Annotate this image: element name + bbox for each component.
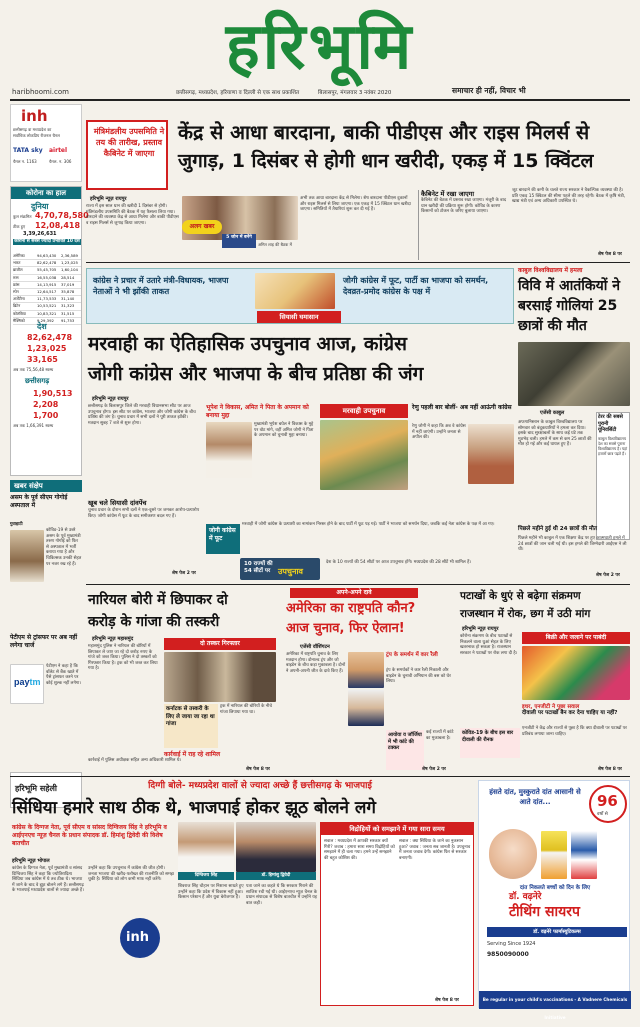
india-active: अब तक 75,56,48 स्वस्थ: [13, 367, 54, 372]
coconut-photo-label: दो तस्कर गिरफ्तार: [164, 638, 276, 650]
table-row: भारत 82,62,478 1,23,025: [13, 260, 81, 267]
coconut-continued[interactable]: शेष पेज 8 पर: [246, 767, 270, 772]
election-strip-image: [255, 273, 335, 309]
india-deaths: 33,165: [27, 355, 58, 364]
us-headline-1: अमेरिका का राष्ट्रपति कौन?: [286, 601, 416, 616]
brief2-title: पेटीएम से ट्रांसफर पर अब नहीं लगेगा चार्ज: [10, 634, 78, 649]
brief1-photo: [10, 530, 44, 582]
scindia-headline: सिंधिया हमारे साथ ठीक थे, भाजपाई होकर झूठ बोलने लगे: [12, 798, 376, 818]
inh-channel-2: चैनल. न. 306: [49, 159, 72, 164]
lead-byline: हरिभूमि न्यूज़ रायपुर: [90, 196, 127, 202]
ad-bottle: [541, 831, 567, 879]
world-recovered-label: ठीक हुए: [13, 224, 26, 229]
stats-mid: 54 सीटों पर: [244, 568, 271, 574]
scindia-box: [320, 822, 474, 1006]
election-continued[interactable]: शेष पेज 2 पर: [172, 571, 196, 576]
us-sub: ट्रंप के समर्थन में कार रैली: [386, 652, 438, 658]
lead-photo-label: अलग खबर: [182, 220, 222, 234]
us-dateline: एजेंसी वॉशिंगटन: [300, 644, 330, 650]
election-body-1: छत्तीसगढ़ के बिलासपुर जिले की मरवाही विधानसभा सीट पर आज उपचुनाव होगा। इस सीट पर कांग्रेस, भाजपा और जोगी कांग्रेस के बीच प्रतिष्ठा की जंग है। चुनाव प्रचार में सभी दलों ने पूरी ताकत झोंकी। मतदान सुबह 7 बजे से शुरू होगा।: [88, 404, 196, 426]
kabul-sub: पिछले महीने हुई थी 24 छात्रों की मौत: [518, 526, 597, 532]
us-headline-2: आज चुनाव, फिर ऐलान!: [286, 621, 405, 636]
us-photo-trump: [348, 652, 384, 688]
election-body-4: रेणु जोगी ने कहा कि अब वे कांग्रेस में नहीं जाएंगी। उन्होंने जनता से अपील की।: [412, 424, 466, 441]
kabul-side-body: काबुल विश्वविद्यालय देश का सबसे पुराना विश्वविद्यालय है। यहां हजारों छात्र पढ़ते हैं।: [598, 435, 628, 456]
cg-recovered: 2,208: [33, 400, 59, 409]
election-label: मरवाही उपचुनाव: [320, 404, 408, 418]
crackers-headline-1: पटाखों के धुएं से बढ़ेगा संक्रमण: [460, 590, 581, 602]
lead-badge: 5 जोन में बनेंगे: [222, 234, 256, 248]
india-title: देश: [37, 322, 47, 331]
crackers-photo: [522, 646, 630, 700]
teething-ad[interactable]: [478, 780, 630, 1020]
coconut-body-2: ट्रक में नारियल की बोरियों के नीचे गांजा छिपाया गया था।: [220, 704, 272, 715]
stats-box: [240, 558, 320, 580]
us-kicker: अपने-अपने दावे: [290, 588, 418, 598]
world-deaths: 3,39,26,631: [23, 231, 57, 237]
crackers-sub: इधर, एनजीटी ने पूछा सवाल: [522, 704, 580, 710]
world-title: दुनिया: [31, 202, 49, 211]
ad-maker: डॉ. वढ़नेरे फार्मास्युटिकल्स: [487, 927, 627, 937]
scindia-intro: कांग्रेस के दिग्गज नेता, पूर्व सीएम व सांसद दिग्विजय सिंह ने हरिभूमि व आईएनएच न्यूज़ चैनल के प्रधान संपादक डॉ. हिमांशु द्विवेदी की विशेष बातचीत: [12, 824, 167, 847]
ad-phone[interactable]: 9850090000: [487, 951, 529, 958]
cg-infected: 1,90,513: [33, 389, 73, 398]
ad-badge-sub: वर्षों से: [597, 812, 608, 817]
kabul-body-2: पिछले महीने भी काबुल में एक शिक्षण केंद्र पर हुए आत्मघाती हमले में 24 छात्रों की जान चली गई थी। इस हमले की जिम्मेदारी आईएस ने ली थी।: [518, 536, 627, 553]
world-recovered: 12,08,418: [35, 221, 81, 230]
inh-line2: सर्वाधिक लोकप्रिय रीजनल चैनल: [13, 133, 60, 138]
election-strip-center: सियासी घमासान: [257, 311, 341, 323]
table-row: स्पेन 12,64,517 35,878: [13, 289, 81, 296]
coconut-body-1: महासमुंद पुलिस ने नारियल की बोरियों में छिपाकर ले जाए जा रहे दो करोड़ रुपए के गांजे को जब्त किया। पुलिस ने दो तस्करों को गिरफ्तार किया है। ट्रक को भी जब्त कर लिया गया है।: [88, 644, 158, 672]
scindia-byline: हरिभूमि न्यूज़ भोपाल: [12, 858, 50, 864]
us-photo-biden: [348, 690, 384, 726]
paytm-logo: paytm: [10, 664, 44, 704]
coconut-headline-2: करोड़ के गांजा की तस्करी: [88, 614, 220, 630]
lead-kicker-box: [86, 120, 168, 190]
election-strip: [86, 268, 514, 324]
crackers-body-2: एनजीटी ने केंद्र और राज्यों से पूछा है कि क्या दीवाली पर पटाखों पर प्रतिबंध लगाया जाना चाहिए।: [522, 726, 627, 737]
table-row: ब्राजील 55,45,705 1,60,104: [13, 267, 81, 274]
world-infected: 4,70,78,580: [35, 211, 89, 220]
renu-photo: [468, 424, 514, 484]
logo: हरिभूमि: [225, 10, 415, 84]
ad-product: टीथिंग सायरप: [509, 904, 580, 920]
table-row: रूस 16,55,038 28,514: [13, 275, 81, 282]
brief2-body: पेटीएम ने कहा है कि वॉलेट से बैंक खाते में पैसे ट्रांसफर करने पर कोई शुल्क नहीं लगेगा।: [46, 664, 82, 686]
coconut-box: कर्नाटक से तस्करी के लिए ले जाया जा रहा था गांजा: [164, 704, 218, 748]
table-row: कोलंबिया 10,83,321 31,515: [13, 311, 81, 318]
masthead: [0, 0, 640, 96]
brief1-title: असम के पूर्व सीएम गोगोई अस्पताल में: [10, 494, 68, 509]
lead-sidebar-body: कैबिनेट की बैठक में प्रस्ताव रखा जाएगा। मंजूरी के बाद धान खरीदी की प्रक्रिया शुरू होगी। कोविड के कारण किसानों को टोकन के जरिए बुलाया जाएगा।: [421, 198, 507, 215]
scindia-body-2: उन्होंने कहा कि उपचुनाव में कांग्रेस की जीत होगी। जनता भाजपा की खरीद-फरोख्त की राजनीति को समझ चुकी है। सिंधिया को लोग कभी माफ नहीं करेंगे।: [88, 866, 174, 883]
election-strip-right: जोगी कांग्रेस में फूट, पार्टी का भाजपा को समर्थन, देवव्रत-प्रमोद कांग्रेस के पक्ष में: [343, 276, 489, 296]
inh-ad[interactable]: [10, 104, 82, 182]
digvijay-photo: [178, 822, 234, 872]
table-row: फ्रांस 14,13,915 37,019: [13, 282, 81, 289]
scindia-body-3: शिवराज सिंह चौहान पर निशाना साधते हुए उन्होंने कहा कि प्रदेश में विकास नहीं हुआ। किसान परेशान हैं और युवा बेरोजगार हैं।: [178, 884, 244, 901]
ad-badge: [589, 785, 627, 823]
ad-brand: डॉ. वढ़नेरे: [509, 892, 542, 902]
jogi-box: जोगी कांग्रेस में फूट: [206, 524, 240, 554]
election-strip-left: कांग्रेस ने प्रचार में उतारे मंत्री-विधायक, भाजपा नेताओं ने भी झोंकी ताकत: [93, 276, 229, 296]
news-brief-header: खबर संक्षेप: [10, 480, 82, 492]
ad-mid: दांत निकलते बच्चों को दिन के लिए: [519, 885, 591, 891]
coconut-photo: [164, 652, 276, 702]
coconut-body-3: कार्रवाई में पुलिस अधीक्षक सहित अन्य अधिकारी शामिल थे।: [88, 758, 182, 763]
crackers-photo-label: बिक्री और जलाने पर पाबंदी: [522, 632, 630, 644]
kabul-continued[interactable]: शेष पेज 2 पर: [596, 573, 620, 578]
lead-body-1: राज्य में इस साल धान की खरीदी 1 दिसंबर से होगी। मंत्रिमंडलीय उपसमिति की बैठक में यह फैसला लिया गया। बारदाने की व्यवस्था केंद्र से आधा मिलेगा और बाकी पीडीएस व राइस मिलर्स से जुगाड़ किया जाएगा।: [86, 204, 179, 226]
cg-title: छत्तीसगढ़: [25, 377, 50, 385]
ad-footer: Be regular in your child's vaccinations - A Vadnere Chemicals Initiative: [479, 991, 631, 1009]
brief1-place: गुवाहाटी: [10, 522, 23, 527]
masthead-rule: [10, 99, 630, 101]
kabul-side-title: टेरर की सबसे पुरानी यूनिवर्सिटी: [598, 414, 623, 433]
kabul-dateline: एजेंसी काबुल: [540, 410, 565, 416]
election-headline-1: मरवाही का ऐतिहासिक उपचुनाव आज, कांग्रेस: [88, 333, 407, 355]
scindia-body-1: कांग्रेस के दिग्गज नेता, पूर्व मुख्यमंत्री व सांसद दिग्विजय सिंह ने कहा कि ज्योतिरादित्य सिंधिया जब कांग्रेस में थे तब ठीक थे। भाजपा में जाने के बाद वे झूठ बोलने लगे हैं। छत्तीसगढ़ के भाजपाई मध्यप्रदेश वालों से ज्यादा अच्छे हैं।: [12, 866, 84, 894]
himanshu-photo: [236, 822, 316, 872]
kabul-photo: [518, 342, 630, 406]
election-sub1: भूपेश ने विकास, अमित ने पिता के अपमान को बनाया मुद्दा: [206, 404, 309, 419]
corona-title: कोरोना का हाल: [11, 187, 81, 199]
scindia-body-4: पता जाने का कहते थे कि सरकार गिराने की साजिश रची गई थी। आईएनएच न्यूज़ चैनल के प्रधान संपादक से विशेष बातचीत में उन्होंने यह बात कही।: [246, 884, 318, 906]
us-body-2: ट्रंप के समर्थकों ने कार रैली निकाली और बाइडेन के चुनावी अभियान की बस को घेर लिया।: [386, 668, 451, 685]
inh-line1: छत्तीसगढ़ वा मध्यप्रदेश का: [13, 127, 52, 132]
ad-tag: Serving Since 1924: [487, 941, 536, 947]
lead-sidebar: [418, 190, 508, 260]
scindia-continued[interactable]: शेष पेज 8 पर: [435, 998, 459, 1003]
kabul-side-box: [596, 412, 630, 540]
marwahi-photo: [320, 420, 408, 490]
india-recovered: 1,23,025: [27, 344, 67, 353]
world-infected-label: कुल संक्रमित: [13, 214, 32, 219]
stats-top: 10 राज्यों की: [244, 561, 273, 567]
dateline: बिलासपुर, मंगलवार 3 नवंबर 2020: [318, 90, 392, 96]
lead-photo-caption: अमित शाह की बैठक में: [258, 242, 292, 247]
stats-big: उपचुनाव: [278, 567, 303, 576]
lead-body-2: अभी तक आधा बारदाना केंद्र से मिलेगा। शेष बारदाना पीडीएस दुकानों और राइस मिलर्स से लिया जाएगा। एक एकड़ में 15 क्विंटल धान खरीदा जाएगा। समितियों में तैयारियां शुरू कर दी गई हैं।: [300, 196, 411, 213]
election-body-3: मुख्यमंत्री भूपेश बघेल ने विकास के मुद्दे पर वोट मांगे, वहीं अमित जोगी ने पिता के अपमान को चुनावी मुद्दा बनाया।: [254, 422, 314, 439]
india-infected: 82,62,478: [27, 333, 73, 342]
bhupesh-photo: [206, 422, 252, 478]
table-row: ब्रिटेन 10,53,521 31,323: [13, 303, 81, 310]
lead-headline-1: केंद्र से आधा बारदाना, बाकी पीडीएस और राइस मिलर्स से: [178, 121, 590, 144]
crackers-sub2: दीवाली पर पटाखों बैन कर देना चाहिए या नहीं?: [522, 710, 618, 716]
corona-box: [10, 186, 89, 476]
coconut-sub: कार्रवाई में राह रहे शामिल: [164, 751, 221, 758]
rule-2: [86, 584, 630, 585]
scindia-kicker: दिग्गी बोले- मध्यप्रदेश वालों से ज्यादा अच्छे हैं छत्तीसगढ़ के भाजपाई: [148, 781, 372, 791]
kabul-body-1: अफगानिस्तान के काबुल विश्वविद्यालय पर सोमवार को बंदूकधारियों ने हमला कर दिया। इसके बाद सुरक्षाबलों के साथ कई घंटे तक मुठभेड़ चली। हमले में कम से कम 25 छात्रों की मौत हो गई और कई घायल हुए हैं।: [518, 420, 592, 448]
cg-active: अब तक 1,66,391 स्वस्थ: [13, 423, 54, 428]
rule-1: [86, 262, 630, 263]
ad-baby-photo: [489, 829, 537, 879]
rule-3: [10, 776, 630, 777]
table-row: मैक्सिको 9,29,392 91,753: [13, 318, 81, 325]
inh-channel-1: चैनल न. 1163: [13, 159, 37, 164]
crackers-byline: हरिभूमि न्यूज़ रायपुर: [462, 626, 499, 632]
lead-headline-2: जुगाड़, 1 दिसंबर से होगी धान खरीदी, एकड़ में 15 क्विंटल: [178, 150, 594, 172]
election-sub2: रेणु पहली बार बोलीं- अब नहीं आऊंगी कांग्रेस: [412, 404, 512, 411]
airtel-logo: airtel: [49, 147, 68, 154]
election-sub3: खूब चले सियासी दांवपेंच: [88, 499, 147, 507]
country-title: कोरोना से सबसे ज्यादा प्रभावित 10 देश: [14, 239, 80, 244]
site-url[interactable]: haribhoomi.com: [12, 88, 69, 96]
tagline: समाचार ही नहीं, विचार भी: [452, 86, 526, 95]
election-body-6: देश के 10 राज्यों की 54 सीटों पर आज उपचुनाव होंगे। मध्यप्रदेश की 28 सीटें भी शामिल हैं।: [326, 560, 471, 565]
kabul-kicker: काबुल विश्वविद्यालय में हमला: [518, 267, 583, 274]
lead-sidebar-title: कैबिनेट में रखा जाएगा: [421, 190, 475, 198]
kabul-headline: विवि में आतंकियों ने बरसाई गोलियां 25 छात्रों की मौत: [518, 278, 620, 334]
inh-logo: inh: [21, 107, 48, 125]
lead-body-3: जूट बारदाने की कमी के चलते राज्य सरकार ने वैकल्पिक व्यवस्था की है। प्रति एकड़ 15 क्विंटल की सीमा पहले की तरह रहेगी। बैठक में कृषि मंत्री, खाद्य मंत्री एवं अन्य अधिकारी उपस्थित थे।: [512, 188, 626, 205]
saheli-text: हरिभूमि सहेली: [15, 784, 58, 793]
tatasky-logo: TATA sky: [13, 147, 43, 154]
crackers-body-1: कोरोना संक्रमण के बीच पटाखों से निकलने वाला धुआं सेहत के लिए खतरनाक हो सकता है। राजस्थान सरकार ने पटाखों पर रोक लगा दी है।: [460, 634, 518, 656]
scindia-box-title: विद्रोहियों को समझाने में गया सारा समय: [321, 823, 473, 835]
digvijay-caption: दिग्विजय सिंह: [178, 872, 234, 880]
coconut-headline-1: नारियल बोरी में छिपाकर दो: [88, 592, 228, 608]
us-continued[interactable]: शेष पेज 2 पर: [422, 767, 446, 772]
election-body-5: मरवाही में जोगी कांग्रेस के प्रत्याशी का नामांकन निरस्त होने के बाद पार्टी में फूट पड़ गई। पार्टी ने भाजपा को समर्थन दिया, जबकि कई नेता कांग्रेस के पक्ष में आ गए।: [242, 522, 495, 527]
table-row: अमेरिका 94,63,430 2,36,589: [13, 253, 81, 260]
scindia-box-q1: सवाल : मध्यप्रदेश में आपकी सरकार क्यों गिरी? जवाब : हमारा सारा समय विद्रोहियों को समझाने में ही चला गया। हमने उन्हें समझाने की बहुत कोशिश की।: [324, 839, 395, 861]
ad-top: हंसते दांत, मुस्कुराते दांत आसानी से आते दांत...: [489, 788, 581, 806]
election-body-2: चुनाव प्रचार के दौरान सभी दलों ने एक-दूसरे पर जमकर आरोप-प्रत्यारोप किए। जोगी कांग्रेस में फूट के बाद समीकरण बदल गए हैं।: [88, 508, 200, 519]
us-box: आयोवा व जॉर्जिया में भी कांटे की टक्कर: [386, 730, 424, 770]
scindia-box-q2: सवाल : क्या सिंधिया के जाने का नुकसान हुआ? जवाब : जनता सब जानती है। उपचुनाव में जनता जवाब देगी। कांग्रेस फिर से सरकार बनाएगी।: [399, 839, 471, 861]
lead-kicker: मंत्रिमंडलीय उपसमिति ने तय की तारीख, प्रस्ताव कैबिनेट में जाएगा: [93, 127, 165, 158]
us-body-1: अमेरिका में राष्ट्रपति चुनाव के लिए मतदान होगा। डोनाल्ड ट्रंप और जो बाइडेन के बीच कड़ा मुकाबला है। दोनों ने अपनी-अपनी जीत के दावे किए हैं।: [286, 652, 346, 674]
crackers-continued[interactable]: शेष पेज 8 पर: [598, 767, 622, 772]
election-headline-2: जोगी कांग्रेस और भाजपा के बीच प्रतिष्ठा की जंग: [88, 363, 424, 385]
inh-badge-text: inh: [126, 930, 149, 945]
inh-badge[interactable]: [120, 918, 160, 958]
crackers-headline-2: राजस्थान में रोक, छग में उठी मांग: [460, 608, 591, 620]
himanshu-caption: डॉ. हिमांशु द्विवेदी: [236, 872, 316, 880]
table-row: अर्जेंटीना 11,73,533 31,140: [13, 296, 81, 303]
country-table: [13, 253, 81, 325]
lead-continued[interactable]: शेष पेज 8 पर: [598, 252, 622, 257]
brief1-body: कोविड-19 से उबरे असम के पूर्व मुख्यमंत्री तरुण गोगोई को फिर से अस्पताल में भर्ती कराया गया है और चिकित्सक उनकी सेहत पर नजर रख रहे हैं।: [46, 528, 82, 567]
crackers-box: कोविड-19 के बीच इस बार दीवाली की रौनक: [460, 728, 520, 758]
cg-deaths: 1,700: [33, 411, 59, 420]
ad-box: [571, 831, 597, 879]
us-body-3: कई राज्यों में कांटे का मुकाबला है।: [426, 730, 454, 741]
coconut-byline: हरिभूमि न्यूज़ महासमुंद: [92, 636, 134, 642]
election-byline: हरिभूमि न्यूज़ रायपुर: [92, 396, 129, 402]
editions-line: छत्तीसगढ़, मध्यप्रदेश, हरियाणा व दिल्ली से एक साथ प्रकाशित: [176, 90, 300, 96]
ad-badge-num: 96: [597, 792, 618, 810]
